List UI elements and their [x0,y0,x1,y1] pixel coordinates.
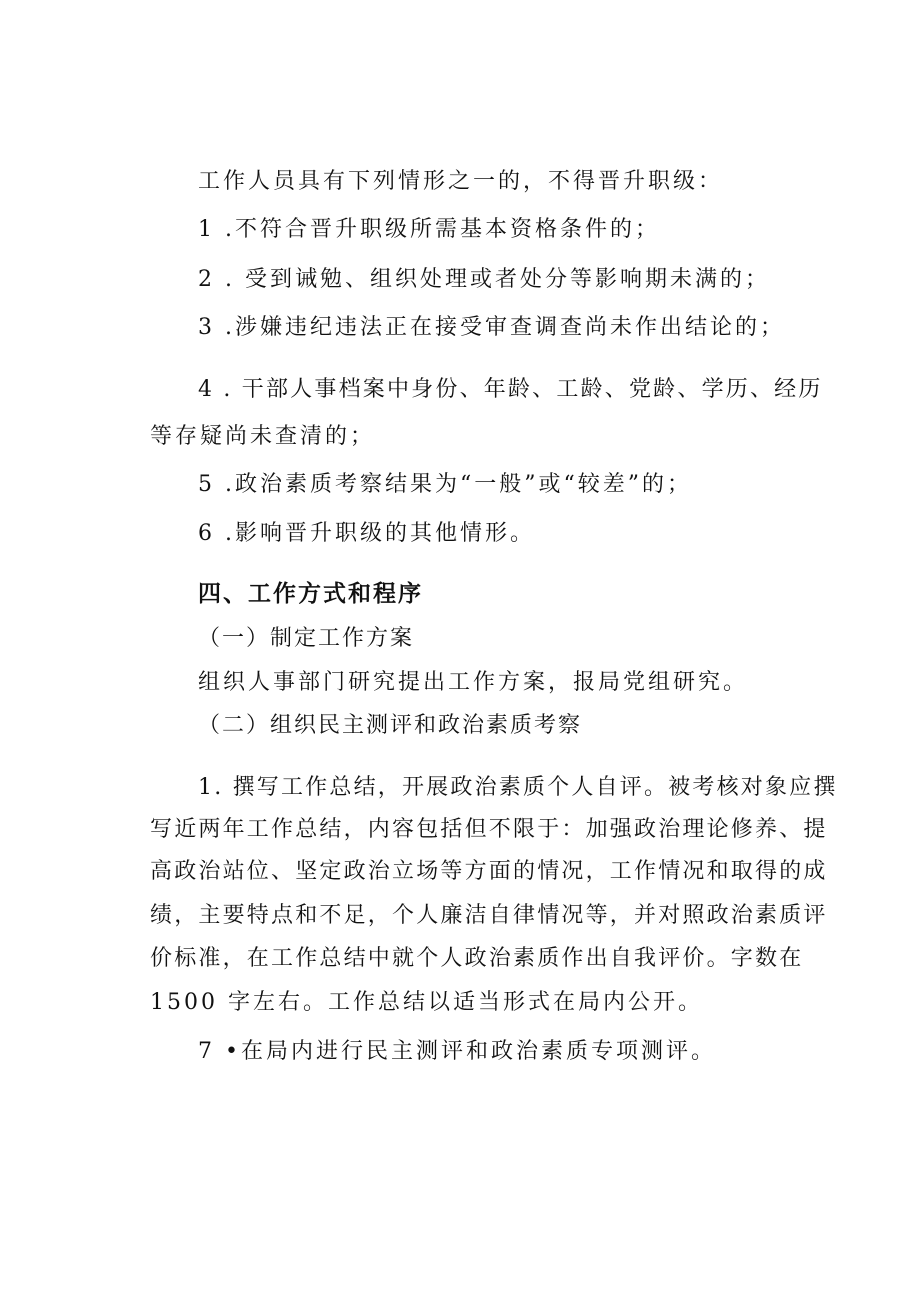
paragraph-text: 组织人事部门研究提出工作方案，报局党组研究。 [198,670,749,695]
paragraph-line: 1. 撰写工作总结，开展政治素质个人自评。被考核对象应撰 [198,775,838,800]
list-item: 2 . 受到诫勉、组织处理或者处分等影响期未满的； [198,267,770,292]
section-title: 四、工作方式和程序 [198,581,423,607]
paragraph-line: 1500 字左右。工作总结以适当形式在局内公开。 [150,990,703,1015]
list-item: 4 . 干部人事档案中身份、年龄、工龄、党龄、学历、经历 [198,377,823,402]
subsection-title: （二）组织民主测评和政治素质考察 [198,713,583,738]
list-item: 6 .影响晋升职级的其他情形。 [198,521,535,546]
paragraph-text: 7 •在局内进行民主测评和政治素质专项测评。 [198,1039,716,1064]
list-item: 5 .政治素质考察结果为“一般”或“较差”的； [198,472,692,497]
paragraph-line: 绩，主要特点和不足，个人廉洁自律情况等，并对照政治素质评 [150,903,828,928]
list-item-continuation: 等存疑尚未查清的； [150,424,376,449]
paragraph-line: 高政治站位、坚定政治立场等方面的情况，工作情况和取得的成 [150,859,828,884]
list-item: 3 .涉嫌违纪违法正在接受审查调查尚未作出结论的； [198,315,785,340]
intro-text: 工作人员具有下列情形之一的，不得晋升职级： [198,169,724,194]
subsection-title: （一）制定工作方案 [198,626,415,651]
paragraph-line: 写近两年工作总结，内容包括但不限于：加强政治理论修养、提 [150,817,828,842]
list-item: 1 .不符合晋升职级所需基本资格条件的； [198,217,660,242]
paragraph-line: 价标准，在工作总结中就个人政治素质作出自我评价。字数在 [150,946,804,971]
